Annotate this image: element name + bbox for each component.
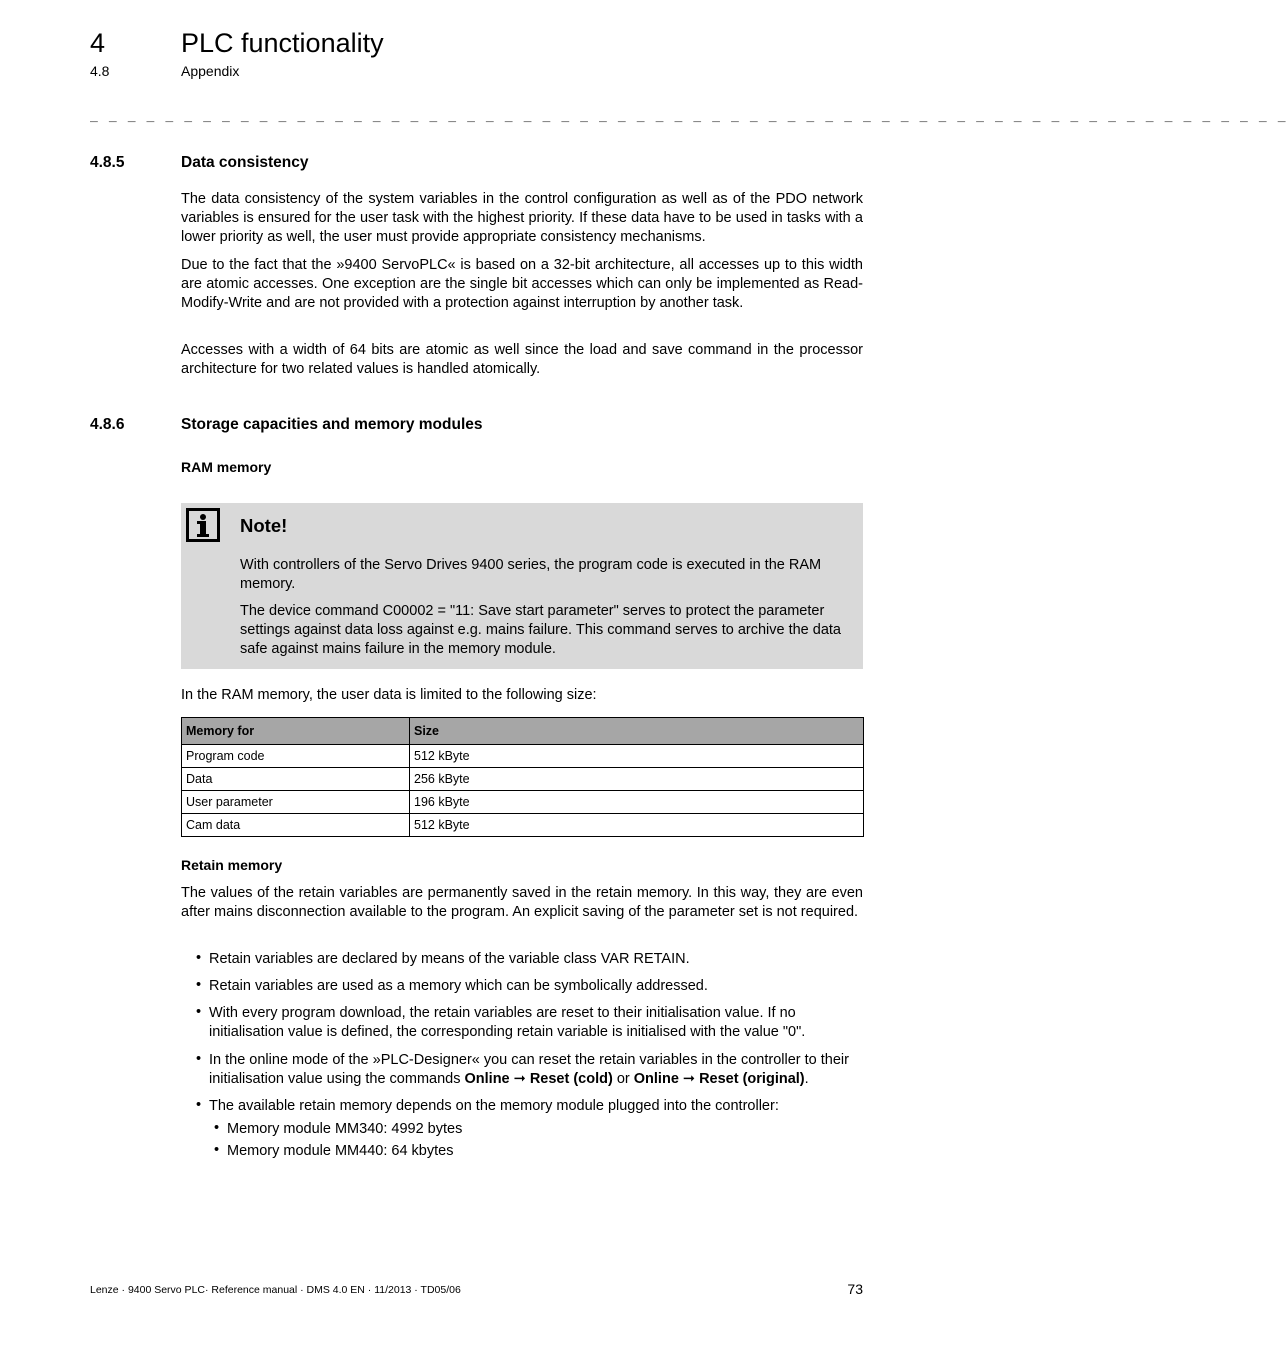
list-item xyxy=(209,1051,865,1089)
section-486-title: Storage capacities and memory modules xyxy=(181,416,483,433)
list-item: Retain variables are declared by means of the variable class VAR RETAIN. xyxy=(209,951,690,967)
sub-list-item: Memory module MM440: 64 kbytes xyxy=(227,1143,454,1159)
bullet-marker: • xyxy=(196,1097,202,1113)
chapter-title: PLC functionality xyxy=(181,28,384,58)
command-reset-original: Online ➞ Reset (original) xyxy=(633,1071,805,1087)
table-row xyxy=(182,791,864,814)
table-cell: Program code xyxy=(182,745,410,768)
table-row xyxy=(182,768,864,791)
retain-memory-heading: Retain memory xyxy=(181,857,283,873)
list-item: With every program download, the retain variables are reset to their initialisation value. If no initialisation value is defined, the corresponding retain variable is initialised with the value "0". xyxy=(209,1005,806,1040)
info-icon xyxy=(186,508,220,542)
table-header-cell: Size xyxy=(410,718,864,745)
ram-memory-table xyxy=(181,717,864,837)
subchapter-title: Appendix xyxy=(181,63,240,79)
table-cell: 512 kByte xyxy=(410,745,864,768)
page-number: 73 xyxy=(847,1281,863,1297)
ram-memory-heading: RAM memory xyxy=(181,459,272,475)
footer-text: Lenze · 9400 Servo PLC· Reference manual · DMS 4.0 EN · 11/2013 · TD05/06 xyxy=(90,1284,461,1296)
paragraph: Due to the fact that the »9400 ServoPLC« is based on a 32-bit architecture, all accesses up to this width are atomic accesses. One exception are the single bit accesses which can only be implemented as Read-Modify-Write and are not provided with a protection against interruption by another task. xyxy=(181,257,863,311)
ram-intro: In the RAM memory, the user data is limited to the following size: xyxy=(181,687,597,703)
command-reset-cold: Online ➞ Reset (cold) xyxy=(464,1071,613,1087)
list-item: Retain variables are used as a memory which can be symbolically addressed. xyxy=(209,978,708,994)
table-cell: User parameter xyxy=(182,791,410,814)
chapter-number: 4 xyxy=(90,28,106,58)
table-cell: Data xyxy=(182,768,410,791)
bullet-marker: • xyxy=(196,950,202,966)
bullet-marker: • xyxy=(196,1051,202,1067)
bullet-marker: • xyxy=(196,1004,202,1020)
section-486-number: 4.8.6 xyxy=(90,416,125,433)
retain-intro: The values of the retain variables are permanently saved in the retain memory. In this way, they are even after mains disconnection available to the program. An explicit saving of the parameter set is not required. xyxy=(181,885,863,920)
table-header-cell: Memory for xyxy=(182,718,410,745)
list-item-text: or xyxy=(612,1071,634,1087)
table-cell: Cam data xyxy=(182,814,410,837)
table-header-row xyxy=(182,718,864,745)
note-box xyxy=(181,503,863,669)
table-cell: 256 kByte xyxy=(410,768,864,791)
note-title: Note! xyxy=(240,515,288,536)
note-paragraph: With controllers of the Servo Drives 9400 series, the program code is executed in the RAM memory. xyxy=(240,557,822,592)
subchapter-number: 4.8 xyxy=(90,63,110,79)
list-item-text: In the online mode of the »PLC-Designer« you can reset the retain variables in the controller to their initialisation value using the commands xyxy=(209,1052,849,1087)
list-item: The available retain memory depends on the memory module plugged into the controller: xyxy=(209,1098,779,1114)
section-485-number: 4.8.5 xyxy=(90,154,125,171)
table-row xyxy=(182,745,864,768)
note-paragraph: The device command C00002 = "11: Save start parameter" serves to protect the parameter settings against data loss against e.g. mains failure. This command serves to archive the data safe against mains failure in the memory module. xyxy=(240,603,841,657)
sub-bullet-marker: • xyxy=(214,1120,220,1136)
table-cell: 196 kByte xyxy=(410,791,864,814)
list-item-text: . xyxy=(804,1071,809,1087)
table-row xyxy=(182,814,864,837)
paragraph: The data consistency of the system variables in the control configuration as well as of the PDO network variables is ensured for the user task with the highest priority. If these data have to be used in tasks with a lower priority as well, the user must provide appropriate consistency mechanisms. xyxy=(181,191,863,245)
sub-bullet-marker: • xyxy=(214,1142,220,1158)
paragraph: Accesses with a width of 64 bits are atomic as well since the load and save command in the processor architecture for two related values is handled atomically. xyxy=(181,342,863,377)
section-485-title: Data consistency xyxy=(181,154,309,171)
bullet-marker: • xyxy=(196,977,202,993)
sub-list-item: Memory module MM340: 4992 bytes xyxy=(227,1121,463,1137)
header-separator: _ _ _ _ _ _ _ _ _ _ _ _ _ _ _ _ _ _ _ _ _ _ _ _ _ _ _ _ _ _ _ _ _ _ _ _ _ _ _ _ _ _ _ _ _ _ _ _ _ _ _ _ _ _ _ _ _ _ _ _ _ _ _ _ xyxy=(90,108,1287,123)
table-cell: 512 kByte xyxy=(410,814,864,837)
